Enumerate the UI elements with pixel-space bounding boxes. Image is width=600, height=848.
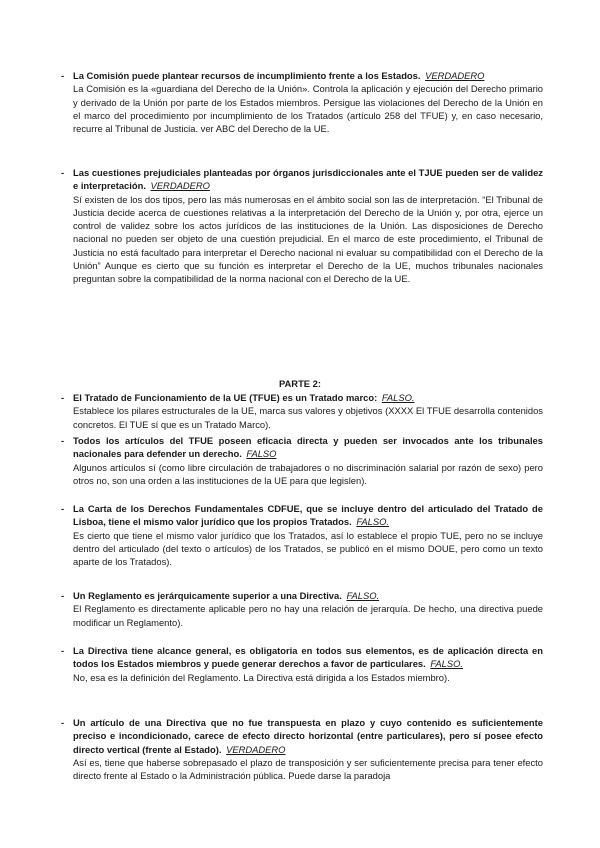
list-item	[61, 166, 543, 286]
answer-explanation: No, esa es la definición del Reglamento. La Directiva está dirigida a los Estados miembro).	[73, 671, 450, 683]
answer-verdict: FALSO.	[356, 516, 389, 528]
answer-verdict: FALSO.	[430, 658, 463, 670]
answer-verdict: FALSO.	[381, 392, 415, 403]
answer-verdict: VERDADERO	[425, 70, 485, 81]
question-text: Las cuestiones prejudiciales planteadas por órganos jurisdiccionales ante el TJUE pueden ser de validez e interpretación. VERDADERO	[73, 167, 543, 192]
question-text: La Carta de los Derechos Fundamentales CDFUE, que se incluye dentro del articulado del Tratado de Lisboa, tiene el mismo valor jurídico que los propios Tratados. FALSO.	[73, 503, 543, 528]
bullet: -	[61, 645, 65, 656]
list-item	[61, 434, 543, 487]
question-text: Un artículo de una Directiva que no fue transpuesta en plazo y cuyo contenido es suficientemente preciso e incondicionado, carece de efecto directo horizontal (entre particulares), pero sí posee efecto directo vertical (frente al Estado). VERDADERO	[73, 717, 543, 755]
question-text: Un Reglamento es jerárquicamente superior a una Directiva. FALSO.	[73, 590, 380, 601]
bullet: -	[61, 167, 65, 178]
list-item	[61, 644, 543, 684]
question-text: La Directiva tiene alcance general, es obligatoria en todos sus elementos, es de aplicación directa en todos los Estados miembros y puede generar derechos a favor de particulares. FALSO.	[73, 645, 543, 670]
bullet: -	[61, 503, 65, 514]
answer-verdict: VERDADERO	[226, 743, 286, 755]
bullet: -	[61, 590, 65, 601]
question-text: El Tratado de Funcionamiento de la UE (TFUE) es un Tratado marco: FALSO.	[73, 392, 415, 403]
bullet: -	[61, 392, 65, 403]
bullet: -	[61, 435, 65, 446]
list-item	[61, 69, 543, 135]
answer-explanation: Algunos artículos sí (como libre circulación de trabajadores o no discriminación salarial por razón de sexo) pero otros no, son una orden a las instituciones de la UE para que legislen).	[73, 461, 543, 486]
answer-explanation: Así es, tiene que haberse sobrepasado el plazo de transposición y ser suficientemente precisa para tener efecto directo frente al Estado o la Administración pública. Puede darse la paradoja	[73, 756, 543, 782]
list-item	[61, 589, 543, 629]
question-text: La Comisión puede plantear recursos de incumplimiento frente a los Estados. VERDADERO	[73, 70, 485, 81]
answer-explanation: La Comisión es la «guardiana del Derecho de la Unión». Controla la aplicación y ejecución del Derecho primario y derivado de la Unión por parte de los Estados miembros. Persigue las violaciones del Derecho de la Unión en el marco del procedimiento por incumplimiento de los Tratados (artículo 258 del TFUE) y, en caso necesario, recurre al Tribunal de Justicia. ver ABC del Derecho de la UE.	[73, 83, 543, 135]
answer-explanation: Es cierto que tiene el mismo valor jurídico que los Tratados, así lo establece el propio TUE, pero no se incluye dentro del articulado (del texto o artículos) de los Tratados, se publicó en el mismo DOUE, pero como un texto aparte de los Tratados).	[73, 529, 543, 568]
answer-explanation: Sí existen de los dos tipos, pero las más numerosas en el ámbito social son las de interpretación. “El Tribunal de Justicia decide acerca de cuestiones relativas a la interpretación del Derecho de la Unión y, por otra, ejerce un control de validez sobre los actos jurídicos de las instituciones de la Unión. Las disposiciones de Derecho nacional no pueden ser objeto de una cuestión prejudicial. En el marco de este procedimiento, el Tribunal de Justicia no está facultado para interpretar el Derecho nacional ni evaluar su compatibilidad con el Derecho de la Unión” Aunque es cierto que su función es interpretar el Derecho de la UE, muchos tribunales nacionales preguntan sobre la compatibilidad de la norma nacional con el Derecho de la UE.	[73, 193, 543, 285]
bullet: -	[61, 70, 65, 81]
list-item	[61, 502, 543, 568]
answer-explanation: Establece los pilares estructurales de la UE, marca sus valores y objetivos (XXXX El TFUE desarrolla contenidos concretos. El TUE sí que es un Tratado Marco).	[73, 405, 543, 430]
answer-verdict: FALSO	[246, 448, 277, 460]
list-item	[61, 716, 543, 782]
section-heading: PARTE 2:	[278, 378, 322, 389]
list-item	[61, 391, 543, 431]
answer-verdict: VERDADERO	[150, 180, 210, 192]
answer-explanation: El Reglamento es directamente aplicable pero no hay una relación de jerarquía. De hecho, una directiva puede modificar un Reglamento).	[73, 603, 543, 628]
answer-verdict: FALSO.	[346, 590, 380, 601]
bullet: -	[61, 717, 65, 728]
question-text: Todos los artículos del TFUE poseen eficacia directa y pueden ser invocados ante los tribunales nacionales para defender un derecho. FALSO	[73, 435, 543, 460]
